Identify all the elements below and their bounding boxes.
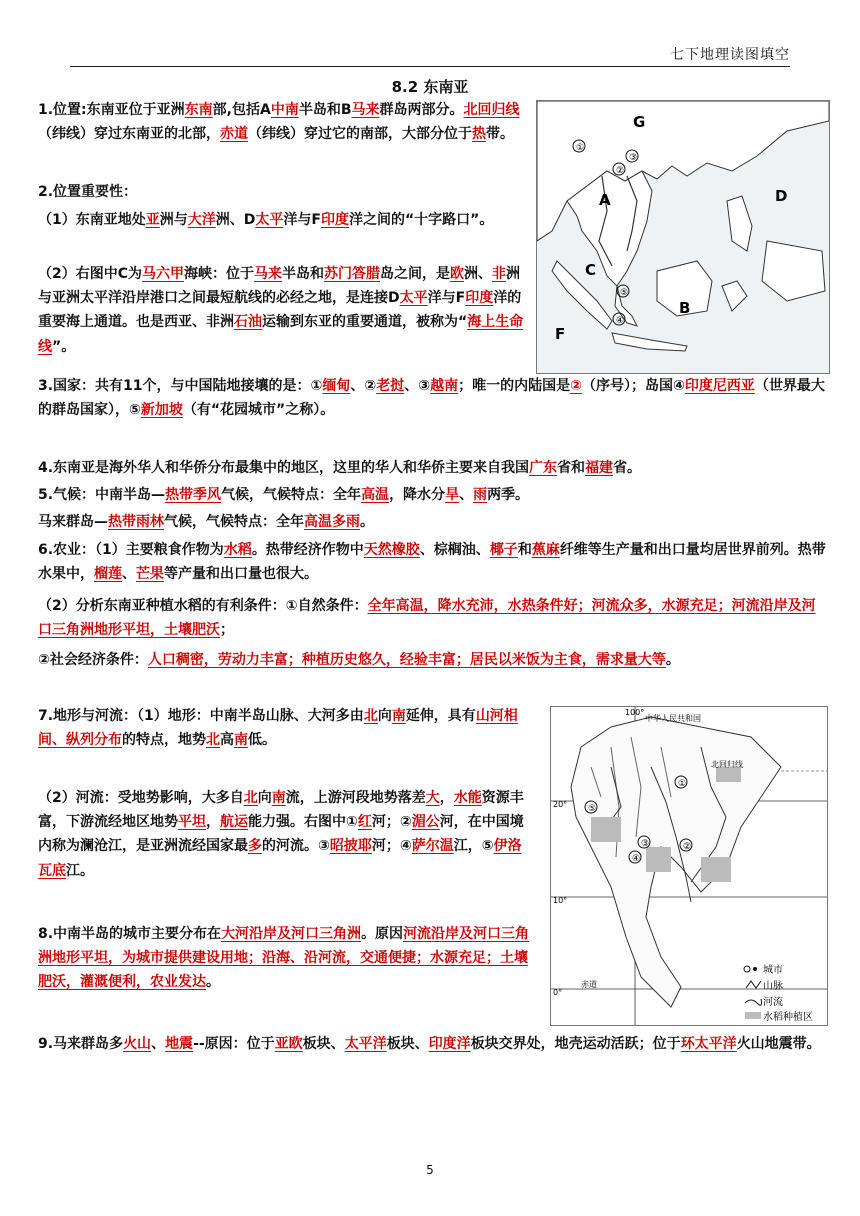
text: 。原因 — [361, 926, 404, 942]
answer: 旱 — [445, 487, 460, 503]
text: 5.气候：中南半岛— — [38, 487, 166, 503]
text: 、② — [350, 378, 377, 394]
map2-china-label: 中华人民共和国 — [645, 714, 701, 723]
answer: 高温 — [361, 487, 390, 503]
answer: 海上生命线 — [38, 314, 524, 355]
answer: 太平洋 — [344, 1036, 387, 1052]
answer: 芒果 — [136, 566, 164, 583]
answer: 老挝 — [376, 378, 405, 394]
text: 半岛和 — [282, 266, 325, 282]
answer: 北回归线 — [463, 102, 520, 118]
text: 向 — [257, 790, 272, 806]
text: 洋与F — [427, 290, 466, 307]
answer: 榴莲 — [94, 566, 122, 583]
page-number: 5 — [426, 1163, 434, 1177]
para-5b-climate — [38, 510, 828, 534]
text: 岛之间，是 — [380, 266, 451, 282]
answer: 多 — [248, 838, 262, 855]
text: （2）右图中C为 — [38, 266, 143, 282]
southeast-asia-map — [536, 100, 830, 374]
text: 海峡：位于 — [184, 266, 255, 282]
legend-river-label: 河流 — [763, 997, 783, 1008]
map1-label-c: C — [585, 261, 597, 279]
map1-label-n5: ⑤ — [620, 288, 629, 298]
answer: 北 — [243, 790, 258, 806]
map1-label-n4: ④ — [616, 316, 625, 326]
answer: 大 — [425, 790, 440, 806]
answer: 人口稠密，劳动力丰富；种植历史悠久，经验丰富；居民以米饭为主食，需求量大等 — [147, 652, 666, 668]
answer: 太平 — [399, 290, 428, 307]
answer: 北 — [363, 708, 378, 724]
answer: 热带雨林 — [108, 514, 164, 530]
answer: 河流沿岸及河口三角洲地形平坦，为城市提供建设用地；沿海、沿河流，交通便捷；水源充足；土壤肥沃，灌溉便利，农业发达 — [38, 926, 530, 991]
para-4-overseas-chinese — [38, 456, 828, 480]
answer: 湄公 — [411, 814, 440, 831]
text: 板块、 — [302, 1036, 345, 1052]
answer: 红 — [357, 814, 372, 831]
text: （序号）；岛国④ — [581, 378, 685, 394]
map1-label-d: D — [775, 187, 788, 205]
map2-equator-label: 赤道 — [581, 980, 597, 989]
text: 向 — [377, 708, 392, 724]
answer: 广东 — [529, 460, 558, 476]
answer: 火山 — [123, 1036, 152, 1052]
answer: 天然橡胶 — [363, 542, 420, 558]
text: 半岛和B — [298, 102, 352, 118]
para-6-agriculture — [38, 538, 828, 586]
text: 、③ — [404, 378, 431, 394]
text: 资源丰富，下游流经地区地势 — [38, 790, 524, 831]
para-3-countries — [38, 374, 828, 422]
text: ”。 — [52, 338, 76, 355]
answer: 非 — [492, 266, 507, 282]
map1-label-n3: ③ — [629, 153, 638, 163]
text: 、 — [122, 566, 136, 583]
map2-label-n5: ⑤ — [588, 804, 597, 814]
answer: 赤道 — [220, 126, 248, 143]
para-7b-rivers — [38, 786, 534, 883]
answer: 南 — [234, 732, 248, 749]
answer: 南 — [271, 790, 286, 806]
answer: 印度 — [465, 290, 494, 307]
text: 6.农业：（1）主要粮食作物为 — [38, 542, 224, 558]
indochina-rivers-map — [550, 706, 828, 1026]
map1-label-n2: ② — [616, 166, 625, 176]
answer: 东南 — [184, 102, 213, 118]
text: 部,包括A — [212, 102, 271, 118]
answer: 萨尔温 — [411, 838, 454, 855]
para-9-volcano — [38, 1032, 828, 1056]
map2-lat-0: 0° — [553, 988, 563, 997]
answer: 大洋 — [187, 212, 216, 228]
page-title: 8.2 东南亚 — [391, 78, 469, 96]
text: 板块、 — [386, 1036, 429, 1052]
text: （1）东南亚地处 — [38, 212, 146, 228]
answer: 全年高温，降水充沛，水热条件好；河流众多，水源充足；河流沿岸及河口三角洲地形平坦，土壤肥沃 — [38, 598, 816, 639]
text: ，降水分 — [389, 487, 446, 503]
text: 1.位置:东南亚位于亚洲 — [38, 102, 185, 118]
text: 运输到东亚的重要通道，被称为“ — [262, 314, 468, 331]
text: （2）分析东南亚种植水稻的有利条件：①自然条件： — [38, 598, 368, 614]
text: 、 — [459, 487, 474, 503]
text: ， — [206, 814, 220, 831]
text: 。 — [206, 974, 220, 991]
indochina-rivers-map-svg — [551, 707, 827, 1025]
para-7-terrain — [38, 704, 534, 752]
answer: 苏门答腊 — [324, 266, 381, 282]
map2-lon-100: 100° — [625, 708, 645, 717]
text: 洲与 — [159, 212, 188, 228]
answer: 亚欧 — [274, 1036, 303, 1052]
answer: 越南 — [430, 378, 459, 394]
answer: 北 — [206, 732, 220, 749]
answer: 石油 — [234, 314, 262, 331]
para-2-heading: 2.位置重要性： — [38, 184, 138, 200]
text: 两季。 — [487, 487, 530, 503]
map2-tropic-label: 北回归线 — [711, 760, 743, 769]
answer: 印度 — [320, 212, 349, 228]
answer: 昭披耶 — [329, 838, 372, 855]
answer: 环太平洋 — [680, 1036, 737, 1052]
para-6b-rice-natural — [38, 594, 828, 642]
text: 洲、D — [215, 212, 256, 228]
para-6c-rice-social — [38, 648, 828, 672]
text: ， — [439, 790, 454, 806]
answer: 水稻 — [223, 542, 252, 558]
text: 8.中南半岛的城市主要分布在 — [38, 926, 222, 942]
answer: 大河沿岸及河口三角洲 — [221, 926, 362, 942]
text: 河，在中国境内称为澜沧江，是亚洲流经国家最 — [38, 814, 524, 855]
text: 。 — [360, 514, 374, 530]
answer: 缅甸 — [322, 378, 351, 394]
map1-label-a: A — [599, 191, 611, 209]
text: （2）河流：受地势影响，大多自 — [38, 790, 244, 806]
answer: 欧 — [450, 266, 465, 282]
answer: 亚 — [145, 212, 160, 228]
answer: 山河相间、纵列分布 — [38, 708, 518, 749]
text: 9.马来群岛多 — [38, 1036, 124, 1052]
map1-label-n1: ① — [576, 143, 585, 153]
text: 和 — [517, 542, 532, 558]
para-2-1 — [38, 208, 526, 232]
text: 江。 — [66, 862, 94, 879]
text: 板块交界处，地壳运动活跃；位于 — [470, 1036, 681, 1052]
text: 高 — [220, 732, 234, 749]
map2-label-n2: ② — [683, 842, 692, 852]
text: 、 — [151, 1036, 166, 1052]
legend-mountain-label: 山脉 — [763, 981, 783, 992]
text: 流，上游河段地势落差 — [285, 790, 426, 806]
answer: 福建 — [585, 460, 614, 476]
para-5-climate — [38, 483, 828, 507]
text: （纬线）穿过它的南部，大部分位于 — [248, 126, 472, 143]
text: 4.东南亚是海外华人和华侨分布最集中的地区，这里的华人和华侨主要来自我国 — [38, 460, 530, 476]
map2-label-n3: ③ — [641, 839, 650, 849]
text: ；唯一的内陆国是 — [458, 378, 571, 394]
text: 洲、 — [464, 266, 493, 282]
text: ②社会经济条件： — [38, 652, 148, 668]
answer: 雨 — [473, 487, 488, 503]
text: 洋的重要海上通道。也是西亚、非洲 — [38, 290, 522, 331]
answer: 太平 — [255, 212, 284, 228]
map1-label-f: F — [555, 325, 566, 343]
answer: 地震 — [165, 1036, 194, 1052]
text: 河；④ — [371, 838, 412, 855]
text: 气候，气候特点：全年 — [164, 514, 304, 530]
text: 。热带经济作物中 — [251, 542, 364, 558]
map1-label-g: G — [633, 113, 646, 131]
text: 洲与亚洲太平洋沿岸港口之间最短航线的必经之地，是连接D — [38, 266, 521, 307]
answer: 平坦 — [178, 814, 206, 831]
text: （纬线）穿过东南亚的北部， — [38, 126, 220, 143]
para-8-cities — [38, 922, 534, 995]
text: 省和 — [557, 460, 586, 476]
answer: 中南 — [270, 102, 299, 118]
text: 带。 — [486, 126, 514, 143]
answer: 椰子 — [489, 542, 518, 558]
map2-lat-20: 20° — [553, 800, 568, 809]
text: 气候，气候特点：全年 — [221, 487, 362, 503]
map2-lat-10: 10° — [553, 896, 568, 905]
text: 能力强。右图中① — [248, 814, 358, 831]
text: 省。 — [613, 460, 642, 476]
text: 洋之间的“十字路口”。 — [348, 212, 494, 228]
southeast-asia-map-svg — [537, 101, 829, 373]
text: （世界最大的群岛国家），⑤ — [38, 378, 825, 419]
answer: 马来 — [351, 102, 380, 118]
text: 纤维等生产量和出口量均居世界前列。热带水果中， — [38, 542, 826, 583]
answer: 马六甲 — [142, 266, 185, 282]
map2-label-n1: ① — [678, 779, 687, 789]
text: 。 — [665, 652, 680, 668]
legend-rice-label: 水稻种植区 — [763, 1012, 813, 1023]
text: 江，⑤ — [453, 838, 494, 855]
legend-city-label: 城市 — [763, 965, 783, 976]
text: ； — [220, 622, 234, 639]
header-title: 七下地理读图填空 — [670, 47, 790, 63]
answer: 水能 — [453, 790, 482, 806]
text: 3.国家：共有11个，与中国陆地接壤的是：① — [38, 378, 323, 394]
answer: 高温多雨 — [304, 514, 360, 530]
text: 马来群岛— — [38, 514, 108, 530]
text: --原因：位于 — [193, 1036, 275, 1052]
text: 群岛两部分。 — [379, 102, 464, 118]
answer: 印度尼西亚 — [684, 378, 755, 394]
map2-label-n4: ④ — [632, 854, 641, 864]
answer: 印度洋 — [428, 1036, 471, 1052]
answer: 马来 — [254, 266, 283, 282]
page-header — [70, 44, 790, 67]
text: 的特点，地势 — [122, 732, 206, 749]
text: 延伸，具有 — [405, 708, 476, 724]
answer: 热 — [472, 126, 486, 143]
text: 火山地震带。 — [736, 1036, 821, 1052]
text: 等产量和出口量也很大。 — [164, 566, 318, 583]
text: 、棕榈油、 — [419, 542, 490, 558]
text: 洋与F — [283, 212, 321, 228]
text: （有“花园城市”之称）。 — [182, 402, 335, 419]
para-2-2 — [38, 262, 526, 359]
para-1-location — [38, 98, 526, 146]
answer: ② — [570, 378, 582, 394]
text: 7.地形与河流：（1）地形：中南半岛山脉、大河多由 — [38, 708, 364, 724]
answer: 蕉麻 — [531, 542, 560, 558]
answer: 热带季风 — [165, 487, 222, 503]
text: 河；② — [371, 814, 412, 831]
answer: 新加坡 — [140, 402, 183, 419]
answer: 航运 — [220, 814, 248, 831]
answer: 伊洛瓦底 — [38, 838, 522, 879]
text: 的河流。③ — [262, 838, 330, 855]
map1-label-b: B — [679, 299, 691, 317]
text: 低。 — [248, 732, 276, 749]
answer: 南 — [391, 708, 406, 724]
